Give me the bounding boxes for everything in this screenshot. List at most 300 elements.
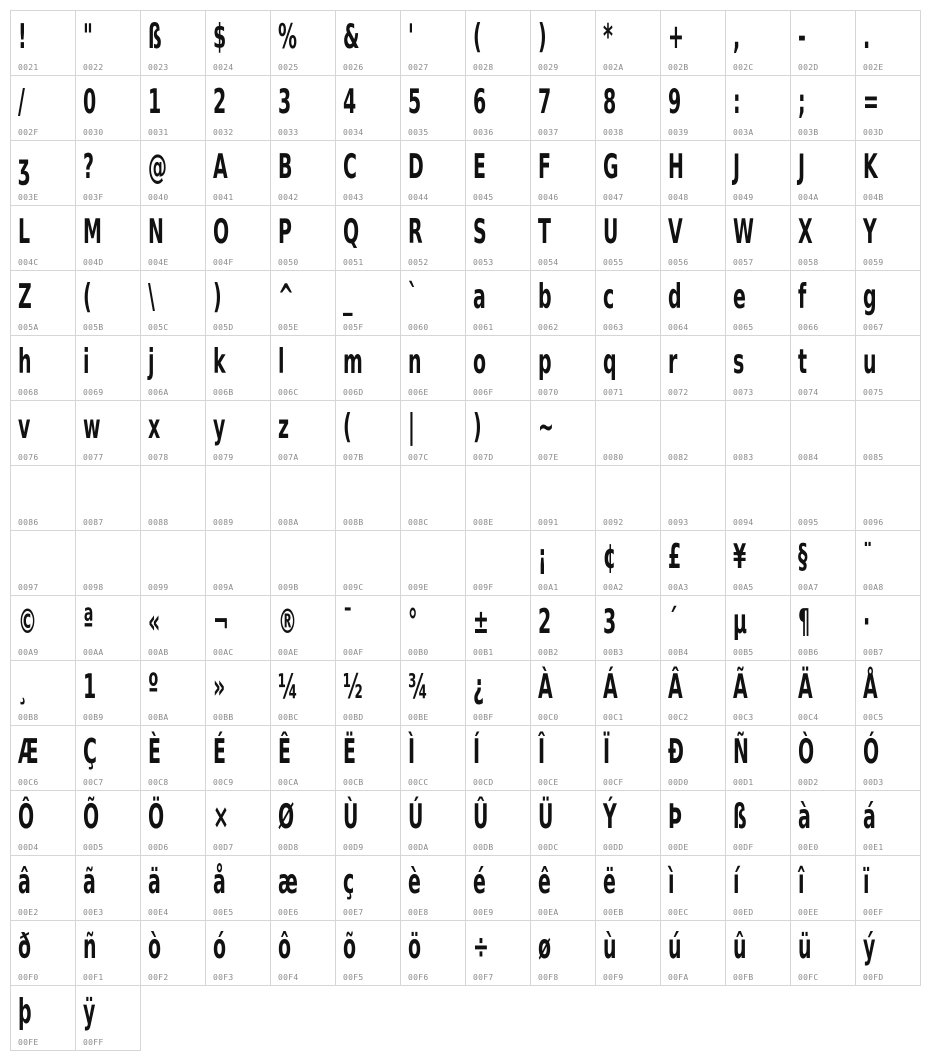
glyph-code: 0088	[148, 518, 169, 527]
glyph-cell	[595, 660, 661, 726]
glyph-cell	[790, 530, 856, 596]
glyph-cell	[595, 75, 661, 141]
glyph-char: W	[733, 212, 754, 252]
glyph-char: Ö	[148, 797, 165, 837]
glyph-code: 00EF	[863, 908, 884, 917]
glyph-code: 00A9	[18, 648, 39, 657]
glyph-cell	[140, 530, 206, 596]
glyph-cell	[75, 855, 141, 921]
glyph-cell	[335, 10, 401, 76]
glyph-char: Þ	[668, 797, 682, 837]
glyph-code: 00F0	[18, 973, 39, 982]
glyph-code: 00FE	[18, 1038, 39, 1047]
glyph-char: ¿	[473, 667, 485, 707]
glyph-code: 0051	[343, 258, 364, 267]
glyph-cell	[270, 920, 336, 986]
glyph-code: 00B2	[538, 648, 559, 657]
glyph-code: 00E7	[343, 908, 364, 917]
glyph-char: J	[798, 147, 806, 187]
glyph-code: 005C	[148, 323, 169, 332]
glyph-char: |	[408, 407, 415, 447]
glyph-cell	[725, 660, 791, 726]
glyph-code: 004E	[148, 258, 169, 267]
glyph-cell	[725, 140, 791, 206]
glyph-char: J	[733, 147, 741, 187]
glyph-cell	[790, 140, 856, 206]
glyph-char: C	[343, 147, 357, 187]
glyph-char: L	[18, 212, 31, 252]
glyph-code: 002F	[18, 128, 39, 137]
glyph-code: 0021	[18, 63, 39, 72]
glyph-code: 00DB	[473, 843, 494, 852]
glyph-code: 00E5	[213, 908, 234, 917]
glyph-char: ø	[538, 927, 552, 967]
glyph-code: 0050	[278, 258, 299, 267]
glyph-char: 9	[668, 82, 682, 122]
glyph-code: 0058	[798, 258, 819, 267]
glyph-cell	[10, 75, 76, 141]
glyph-code: 0089	[213, 518, 234, 527]
glyph-cell	[400, 920, 466, 986]
glyph-cell	[270, 75, 336, 141]
glyph-code: 00EB	[603, 908, 624, 917]
glyph-char: õ	[343, 927, 357, 967]
glyph-code: 0059	[863, 258, 884, 267]
glyph-char: ¼	[278, 667, 298, 707]
glyph-char: 1	[83, 667, 97, 707]
glyph-cell	[270, 855, 336, 921]
glyph-cell	[660, 855, 726, 921]
glyph-cell	[10, 335, 76, 401]
glyph-cell	[465, 140, 531, 206]
glyph-char: _	[343, 277, 353, 317]
glyph-char: Ñ	[733, 732, 749, 772]
glyph-char: S	[473, 212, 487, 252]
glyph-cell	[205, 530, 271, 596]
glyph-code: 0037	[538, 128, 559, 137]
glyph-cell	[595, 855, 661, 921]
glyph-cell	[595, 140, 661, 206]
glyph-char: =	[863, 82, 879, 122]
glyph-code: 0094	[733, 518, 754, 527]
glyph-char: 2	[538, 602, 552, 642]
glyph-char: M	[83, 212, 102, 252]
glyph-cell	[660, 790, 726, 856]
glyph-code: 0041	[213, 193, 234, 202]
glyph-cell	[465, 335, 531, 401]
glyph-char: /	[18, 82, 25, 122]
glyph-char: n	[408, 342, 422, 382]
glyph-code: 0086	[18, 518, 39, 527]
glyph-cell	[205, 270, 271, 336]
glyph-cell	[75, 75, 141, 141]
glyph-cell	[725, 270, 791, 336]
glyph-cell	[270, 140, 336, 206]
glyph-cell	[660, 660, 726, 726]
glyph-char: o	[473, 342, 487, 382]
glyph-char: E	[473, 147, 486, 187]
glyph-code: 00DA	[408, 843, 429, 852]
glyph-cell	[725, 10, 791, 76]
glyph-code: 00C6	[18, 778, 39, 787]
glyph-cell	[855, 205, 921, 271]
glyph-code: 00EE	[798, 908, 819, 917]
glyph-cell	[595, 595, 661, 661]
glyph-char: ë	[603, 862, 616, 902]
glyph-cell	[205, 400, 271, 466]
glyph-cell	[75, 985, 141, 1051]
glyph-code: 009E	[408, 583, 429, 592]
glyph-char: N	[148, 212, 164, 252]
glyph-char: e	[733, 277, 746, 317]
glyph-code: 00F5	[343, 973, 364, 982]
glyph-char: Æ	[18, 732, 39, 772]
glyph-code: 009F	[473, 583, 494, 592]
glyph-code: 004A	[798, 193, 819, 202]
glyph-code: 003E	[18, 193, 39, 202]
glyph-code: 00C5	[863, 713, 884, 722]
glyph-char: m	[343, 342, 363, 382]
glyph-char: 5	[408, 82, 422, 122]
glyph-code: 00B7	[863, 648, 884, 657]
glyph-cell	[205, 205, 271, 271]
glyph-code: 00C1	[603, 713, 624, 722]
glyph-cell	[595, 790, 661, 856]
glyph-char: Ù	[343, 797, 359, 837]
glyph-char: 4	[343, 82, 357, 122]
glyph-cell	[10, 140, 76, 206]
glyph-cell	[855, 140, 921, 206]
glyph-cell	[140, 790, 206, 856]
glyph-code: 0097	[18, 583, 39, 592]
glyph-cell	[530, 790, 596, 856]
glyph-code: 0057	[733, 258, 754, 267]
glyph-cell	[790, 855, 856, 921]
glyph-char: ©	[18, 602, 37, 642]
glyph-cell	[855, 855, 921, 921]
glyph-char: ì	[668, 862, 675, 902]
glyph-code: 00A8	[863, 583, 884, 592]
glyph-cell	[10, 530, 76, 596]
glyph-cell	[465, 270, 531, 336]
glyph-cell	[790, 10, 856, 76]
glyph-char: ç	[343, 862, 355, 902]
glyph-code: 0092	[603, 518, 624, 527]
glyph-cell	[660, 270, 726, 336]
glyph-char: ;	[798, 82, 806, 122]
glyph-cell	[595, 465, 661, 531]
glyph-code: 0073	[733, 388, 754, 397]
glyph-char: Ò	[798, 732, 815, 772]
glyph-code: 00B1	[473, 648, 494, 657]
glyph-code: 00FC	[798, 973, 819, 982]
glyph-cell	[205, 920, 271, 986]
glyph-cell	[400, 660, 466, 726]
glyph-cell	[335, 270, 401, 336]
glyph-char: ½	[343, 667, 363, 707]
glyph-char: +	[668, 17, 684, 57]
glyph-cell	[205, 725, 271, 791]
glyph-char: ß	[733, 797, 747, 837]
glyph-cell	[660, 10, 726, 76]
glyph-char: T	[538, 212, 551, 252]
glyph-char: (	[83, 277, 92, 317]
glyph-char: ¡	[538, 537, 547, 577]
glyph-cell	[530, 75, 596, 141]
glyph-char: ¥	[733, 537, 747, 577]
glyph-cell	[205, 10, 271, 76]
glyph-char: ÷	[473, 927, 489, 967]
glyph-char: ¶	[798, 602, 811, 642]
glyph-code: 00AC	[213, 648, 234, 657]
glyph-code: 00F4	[278, 973, 299, 982]
glyph-cell	[270, 595, 336, 661]
glyph-char: l	[278, 342, 285, 382]
glyph-code: 003A	[733, 128, 754, 137]
glyph-char: 3	[603, 602, 617, 642]
glyph-code: 0023	[148, 63, 169, 72]
glyph-cell	[790, 920, 856, 986]
glyph-char: ö	[408, 927, 422, 967]
glyph-code: 0093	[668, 518, 689, 527]
glyph-cell	[465, 465, 531, 531]
glyph-code: 00B4	[668, 648, 689, 657]
glyph-code: 004F	[213, 258, 234, 267]
glyph-char: ÿ	[83, 992, 96, 1032]
glyph-code: 0039	[668, 128, 689, 137]
glyph-cell	[335, 530, 401, 596]
glyph-cell	[400, 335, 466, 401]
glyph-code: 002A	[603, 63, 624, 72]
glyph-cell	[140, 205, 206, 271]
glyph-cell	[10, 10, 76, 76]
glyph-code: 007B	[343, 453, 364, 462]
glyph-code: 00A1	[538, 583, 559, 592]
glyph-cell	[595, 270, 661, 336]
glyph-char: A	[213, 147, 228, 187]
glyph-char: ¸	[18, 667, 28, 707]
glyph-code: 0064	[668, 323, 689, 332]
glyph-cell	[10, 660, 76, 726]
glyph-cell	[660, 465, 726, 531]
glyph-char: ý	[863, 927, 876, 967]
glyph-char: U	[603, 212, 619, 252]
glyph-cell	[270, 10, 336, 76]
glyph-char: ´	[668, 602, 678, 642]
glyph-char: Ø	[278, 797, 295, 837]
glyph-char: É	[213, 732, 226, 772]
glyph-cell	[75, 595, 141, 661]
glyph-char: Ë	[343, 732, 356, 772]
glyph-cell	[10, 465, 76, 531]
glyph-cell	[790, 75, 856, 141]
glyph-code: 0052	[408, 258, 429, 267]
glyph-char: k	[213, 342, 226, 382]
glyph-char: !	[18, 17, 27, 57]
glyph-char: 3	[278, 82, 292, 122]
glyph-char: r	[668, 342, 678, 382]
glyph-char: -	[798, 17, 806, 57]
glyph-code: 00D1	[733, 778, 754, 787]
glyph-char: (	[473, 17, 482, 57]
glyph-code: 0079	[213, 453, 234, 462]
glyph-char: (	[343, 407, 352, 447]
glyph-cell	[270, 530, 336, 596]
glyph-char: ®	[278, 602, 297, 642]
glyph-code: 00AE	[278, 648, 299, 657]
glyph-code: 00A2	[603, 583, 624, 592]
glyph-char: Í	[473, 732, 481, 772]
glyph-code: 0080	[603, 453, 624, 462]
glyph-code: 0083	[733, 453, 754, 462]
glyph-code: 008C	[408, 518, 429, 527]
glyph-char: )	[213, 277, 222, 317]
glyph-cell	[140, 335, 206, 401]
glyph-char: ,	[733, 17, 741, 57]
glyph-code: 0078	[148, 453, 169, 462]
glyph-code: 009B	[278, 583, 299, 592]
glyph-code: 0042	[278, 193, 299, 202]
glyph-cell	[205, 140, 271, 206]
glyph-code: 0029	[538, 63, 559, 72]
glyph-char: ¢	[603, 537, 617, 577]
glyph-char: û	[733, 927, 747, 967]
glyph-code: 00AB	[148, 648, 169, 657]
glyph-char: ~	[538, 407, 554, 447]
glyph-char: Ú	[408, 797, 424, 837]
glyph-char: '	[408, 17, 414, 57]
glyph-char: Y	[863, 212, 877, 252]
glyph-cell	[465, 595, 531, 661]
glyph-char: ¾	[408, 667, 428, 707]
glyph-char: Z	[18, 277, 32, 317]
glyph-cell	[595, 10, 661, 76]
glyph-char: º	[148, 667, 159, 707]
glyph-cell	[465, 790, 531, 856]
glyph-char: Ì	[408, 732, 416, 772]
glyph-cell	[400, 270, 466, 336]
glyph-char: ß	[148, 17, 162, 57]
glyph-cell	[335, 595, 401, 661]
glyph-code: 00F2	[148, 973, 169, 982]
glyph-code: 00BA	[148, 713, 169, 722]
glyph-code: 0069	[83, 388, 104, 397]
glyph-cell	[595, 400, 661, 466]
glyph-char: v	[18, 407, 31, 447]
glyph-cell	[465, 75, 531, 141]
glyph-char: £	[668, 537, 682, 577]
glyph-cell	[595, 725, 661, 791]
glyph-cell	[790, 465, 856, 531]
glyph-code: 003F	[83, 193, 104, 202]
glyph-cell	[140, 725, 206, 791]
glyph-cell	[270, 660, 336, 726]
glyph-code: 005A	[18, 323, 39, 332]
glyph-code: 0062	[538, 323, 559, 332]
glyph-char: «	[148, 602, 161, 642]
glyph-cell	[270, 205, 336, 271]
glyph-code: 00D6	[148, 843, 169, 852]
glyph-char: ü	[798, 927, 812, 967]
glyph-cell	[855, 270, 921, 336]
glyph-char: *	[603, 17, 613, 57]
glyph-cell	[660, 205, 726, 271]
glyph-code: 008B	[343, 518, 364, 527]
glyph-code: 00AF	[343, 648, 364, 657]
glyph-code: 00BD	[343, 713, 364, 722]
glyph-code: 0063	[603, 323, 624, 332]
glyph-char: 1	[148, 82, 162, 122]
glyph-char: V	[668, 212, 683, 252]
glyph-code: 0048	[668, 193, 689, 202]
glyph-char: Á	[603, 667, 618, 707]
glyph-code: 0030	[83, 128, 104, 137]
glyph-code: 002C	[733, 63, 754, 72]
glyph-cell	[660, 920, 726, 986]
glyph-code: 0053	[473, 258, 494, 267]
glyph-code: 0067	[863, 323, 884, 332]
glyph-char: b	[538, 277, 552, 317]
glyph-code: 0085	[863, 453, 884, 462]
glyph-code: 0060	[408, 323, 429, 332]
glyph-cell	[75, 790, 141, 856]
glyph-char: â	[18, 862, 31, 902]
glyph-char: ʒ	[18, 147, 31, 187]
glyph-char: x	[148, 407, 161, 447]
glyph-code: 0032	[213, 128, 234, 137]
glyph-char: i	[83, 342, 90, 382]
glyph-code: 00A7	[798, 583, 819, 592]
glyph-cell	[465, 205, 531, 271]
glyph-cell	[660, 400, 726, 466]
glyph-char: Ç	[83, 732, 97, 772]
glyph-code: 00B9	[83, 713, 104, 722]
glyph-char: \	[148, 277, 155, 317]
glyph-code: 00B6	[798, 648, 819, 657]
glyph-cell	[725, 75, 791, 141]
glyph-cell	[725, 335, 791, 401]
glyph-char: È	[148, 732, 161, 772]
glyph-char: :	[733, 82, 741, 122]
glyph-cell	[140, 465, 206, 531]
glyph-cell	[530, 660, 596, 726]
glyph-cell	[140, 595, 206, 661]
glyph-code: 0036	[473, 128, 494, 137]
glyph-cell	[855, 75, 921, 141]
glyph-char: Ü	[538, 797, 554, 837]
glyph-char: p	[538, 342, 552, 382]
glyph-code: 005F	[343, 323, 364, 332]
glyph-code: 00C0	[538, 713, 559, 722]
glyph-cell	[660, 530, 726, 596]
glyph-char: ò	[148, 927, 162, 967]
glyph-code: 0043	[343, 193, 364, 202]
glyph-cell	[335, 335, 401, 401]
glyph-cell	[205, 660, 271, 726]
glyph-char: ª	[83, 602, 94, 642]
glyph-char: ê	[538, 862, 551, 902]
glyph-cell	[335, 660, 401, 726]
glyph-char: )	[473, 407, 482, 447]
glyph-cell	[75, 530, 141, 596]
glyph-code: 0082	[668, 453, 689, 462]
glyph-char: ?	[83, 147, 95, 187]
glyph-char: t	[798, 342, 808, 382]
glyph-char: ×	[213, 797, 229, 837]
glyph-char: ó	[213, 927, 227, 967]
glyph-cell	[75, 660, 141, 726]
glyph-cell	[270, 790, 336, 856]
